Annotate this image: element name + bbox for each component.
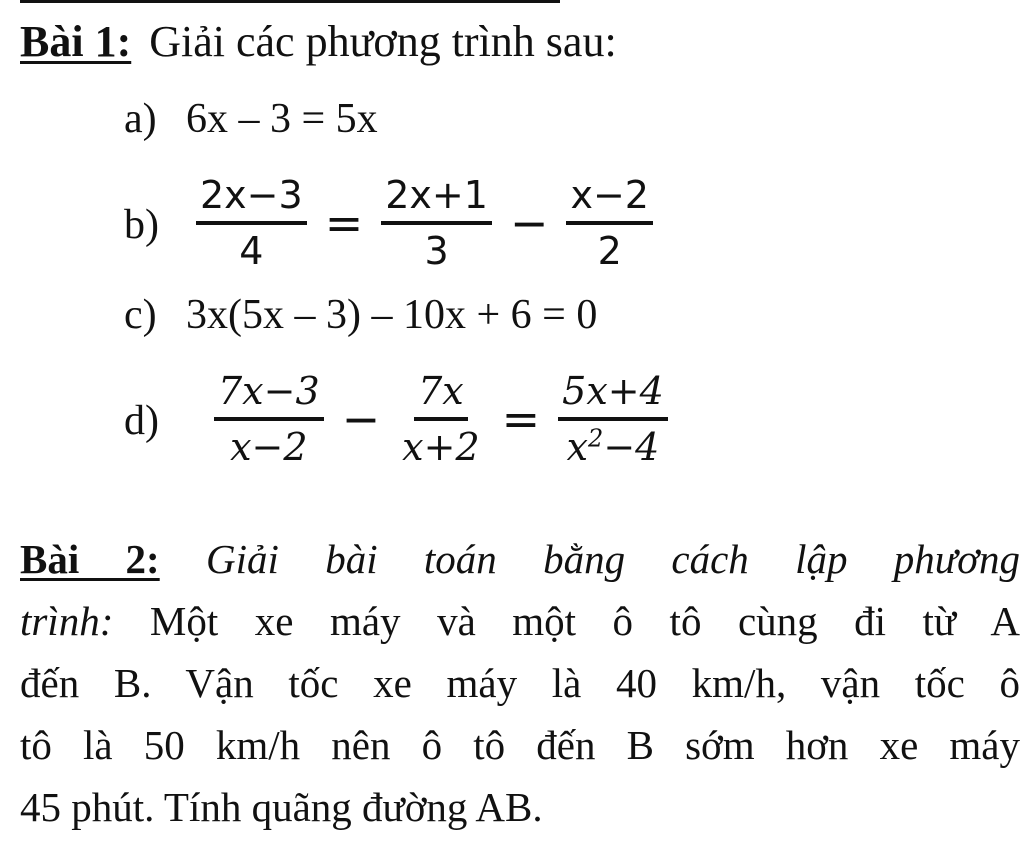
problem2-label: Bài 2: <box>20 536 160 582</box>
minus-sign: − <box>509 196 549 250</box>
problem2-block <box>20 528 1020 838</box>
equals-sign: = <box>501 392 541 446</box>
item-b-fraction-2 <box>381 173 492 273</box>
problem2-instruction-part2: trình: <box>20 598 114 644</box>
fraction-denominator: 2 <box>597 229 622 273</box>
item-c-label: c) <box>124 292 157 338</box>
denominator-base: x <box>566 425 589 469</box>
fraction-numerator: 2x+1 <box>381 173 492 225</box>
problem2-line-1 <box>20 528 1020 590</box>
item-d-fraction-2 <box>398 369 483 469</box>
item-d-fraction-3 <box>558 369 668 469</box>
problem2-line-2 <box>20 590 1020 652</box>
minus-sign: − <box>341 392 381 446</box>
fraction-denominator <box>563 421 664 469</box>
fraction-denominator: x−2 <box>230 425 308 469</box>
fraction-denominator: 4 <box>239 229 264 273</box>
problem1-heading <box>20 14 617 70</box>
item-d-label: d) <box>124 398 159 444</box>
problem2-line-3: đến B. Vận tốc xe máy là 40 km/h, vận tốc ô <box>20 660 1020 706</box>
problem1-instruction: Giải các phương trình sau: <box>149 17 617 66</box>
problem2-instruction-part1: Giải bài toán bằng cách lập phương <box>206 536 1021 582</box>
problem1-label: Bài 1: <box>20 17 132 66</box>
fraction-numerator: 5x+4 <box>558 369 668 421</box>
fraction-numerator: 7x−3 <box>214 369 324 421</box>
fraction-numerator: 7x <box>414 369 468 421</box>
problem2-line-5: 45 phút. Tính quãng đường AB. <box>20 784 543 830</box>
item-a-label: a) <box>124 96 157 142</box>
item-b-label: b) <box>124 202 159 248</box>
item-d-equation <box>214 364 668 474</box>
item-a-equation: 6x – 3 = 5x <box>186 96 378 142</box>
item-d-fraction-1 <box>214 369 324 469</box>
denominator-rest: −4 <box>603 425 660 469</box>
fraction-numerator: 2x−3 <box>196 173 307 225</box>
exponent: 2 <box>588 424 604 453</box>
item-b-fraction-3 <box>566 173 653 273</box>
problem2-line-4: tô là 50 km/h nên ô tô đến B sớm hơn xe máy <box>20 722 1020 768</box>
item-b-equation <box>196 168 653 278</box>
top-rule <box>20 0 560 3</box>
equals-sign: = <box>324 196 364 250</box>
item-b-fraction-1 <box>196 173 307 273</box>
fraction-denominator: x+2 <box>402 425 480 469</box>
fraction-numerator: x−2 <box>566 173 653 225</box>
fraction-denominator: 3 <box>424 229 449 273</box>
problem2-text: Một xe máy và một ô tô cùng đi từ A <box>149 598 1021 644</box>
item-c-equation: 3x(5x – 3) – 10x + 6 = 0 <box>186 292 598 338</box>
